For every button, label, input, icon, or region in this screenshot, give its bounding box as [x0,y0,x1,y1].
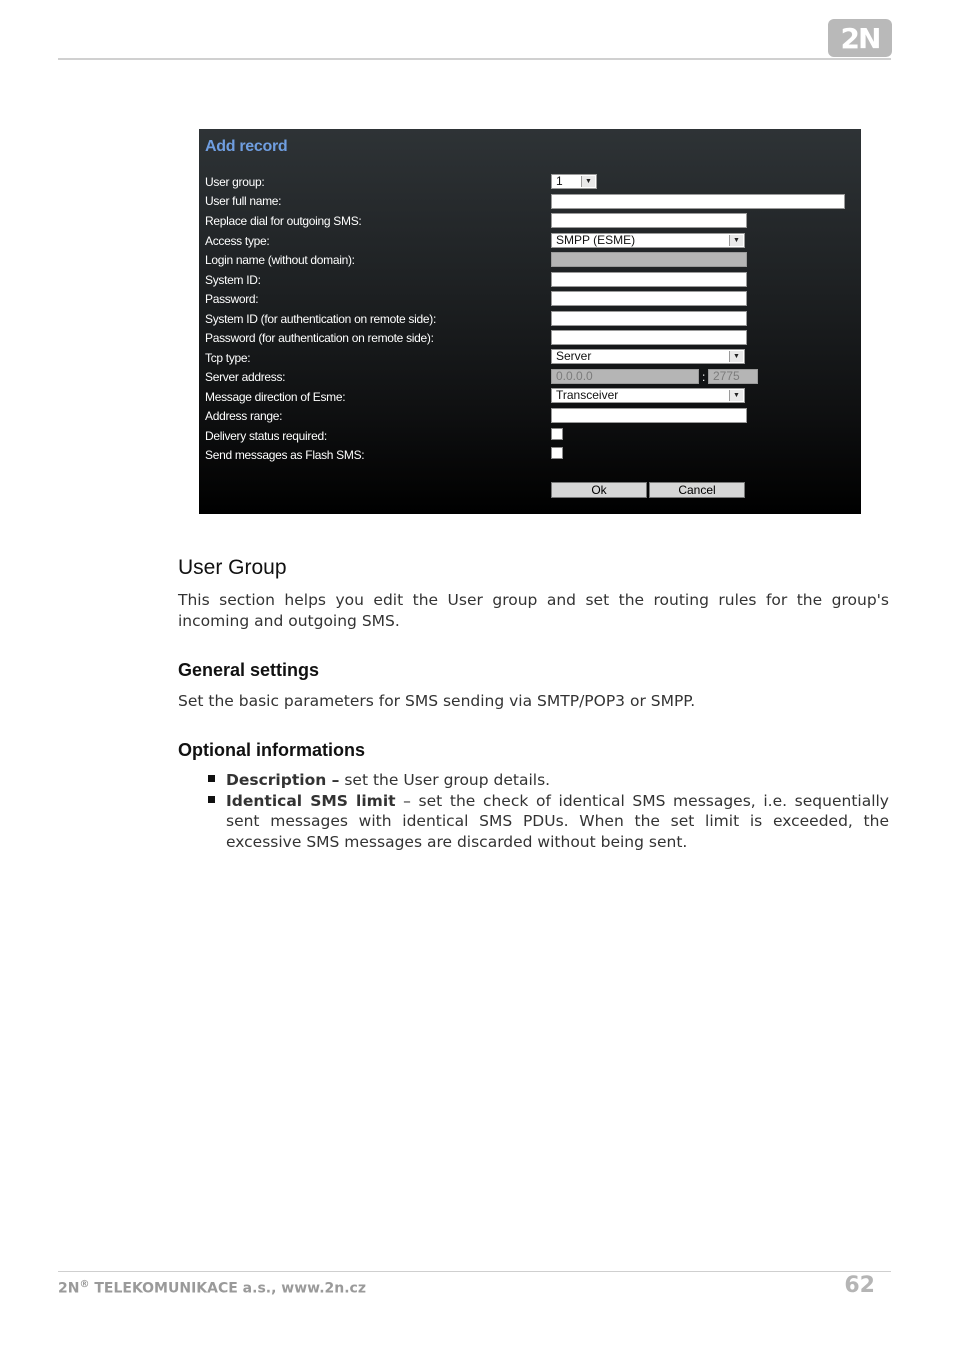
chevron-down-icon: ▼ [729,351,743,362]
label-delivery-status: Delivery status required: [205,429,327,443]
footer-company [58,1279,366,1297]
label-address-range: Address range: [205,409,283,423]
label-flash-sms: Send messages as Flash SMS: [205,448,365,462]
flash-sms-checkbox[interactable] [551,447,563,459]
general-settings-heading: General settings [178,660,320,680]
list-item-text: – set the check of identical SMS messages, i.e. sequentially sent messages with identical SMS PDUs. When the set limit is exceeded, the excessive SMS messages are discarded without being sent. [226,791,889,851]
ok-button[interactable]: Ok [551,482,647,498]
label-login-name: Login name (without domain): [205,253,355,267]
user-full-name-input[interactable] [551,194,845,209]
login-name-input[interactable] [551,252,747,267]
user-group-value: 1 [556,174,563,188]
label-system-id-remote: System ID (for authentication on remote side): [205,312,436,326]
header-divider [58,58,891,60]
tcp-type-value: Server [556,349,592,363]
system-id-input[interactable] [551,272,747,287]
access-type-value: SMPP (ESME) [556,233,636,247]
system-id-remote-input[interactable] [551,311,747,326]
footer-brand: 2N [58,1280,80,1297]
brand-logo: 2N [828,19,892,57]
bullet-icon [208,796,215,803]
list-item [206,770,889,791]
address-range-input[interactable] [551,408,747,423]
add-record-dialog [199,129,861,514]
access-type-select[interactable] [551,233,745,248]
message-direction-value: Transceiver [556,388,619,402]
password-input[interactable] [551,291,747,306]
server-ip-input[interactable]: 0.0.0.0 [551,369,699,384]
chevron-down-icon: ▼ [729,390,743,401]
server-port-separator: : [702,370,706,384]
list-item-text: set the User group details. [339,771,551,789]
label-server-address: Server address: [205,370,286,384]
label-tcp-type: Tcp type: [205,351,251,365]
tcp-type-select[interactable] [551,349,745,364]
password-remote-input[interactable] [551,330,747,345]
chevron-down-icon: ▼ [729,235,743,246]
bullet-icon [208,775,215,782]
section-title: User Group [178,556,287,579]
optional-informations-heading: Optional informations [178,740,365,760]
footer-divider [58,1271,891,1272]
label-replace-dial: Replace dial for outgoing SMS: [205,214,362,228]
list-item-term: Description – [226,771,340,789]
user-group-select[interactable] [551,174,597,189]
label-password: Password: [205,292,259,306]
label-password-remote: Password (for authentication on remote side): [205,331,434,345]
page-number: 62 [844,1273,875,1298]
general-settings-text: Set the basic parameters for SMS sending via SMTP/POP3 or SMPP. [178,692,696,710]
section-description: This section helps you edit the User group and set the routing rules for the group's incoming and outgoing SMS. [178,591,889,630]
optional-list [206,770,889,852]
label-system-id: System ID: [205,273,261,287]
replace-dial-input[interactable] [551,213,747,228]
label-user-group: User group: [205,175,265,189]
footer-company-name: TELEKOMUNIKACE a.s., www.2n.cz [89,1280,366,1297]
list-item [206,791,889,853]
cancel-button[interactable]: Cancel [649,482,745,498]
server-port-input[interactable]: 2775 [708,369,758,384]
label-user-full-name: User full name: [205,194,282,208]
chevron-down-icon: ▼ [581,176,595,187]
dialog-title: Add record [205,138,288,155]
registered-mark: ® [79,1279,90,1290]
list-item-term: Identical SMS limit [226,791,396,810]
label-message-direction: Message direction of Esme: [205,390,346,404]
message-direction-select[interactable] [551,388,745,403]
delivery-status-checkbox[interactable] [551,428,563,440]
label-access-type: Access type: [205,234,270,248]
